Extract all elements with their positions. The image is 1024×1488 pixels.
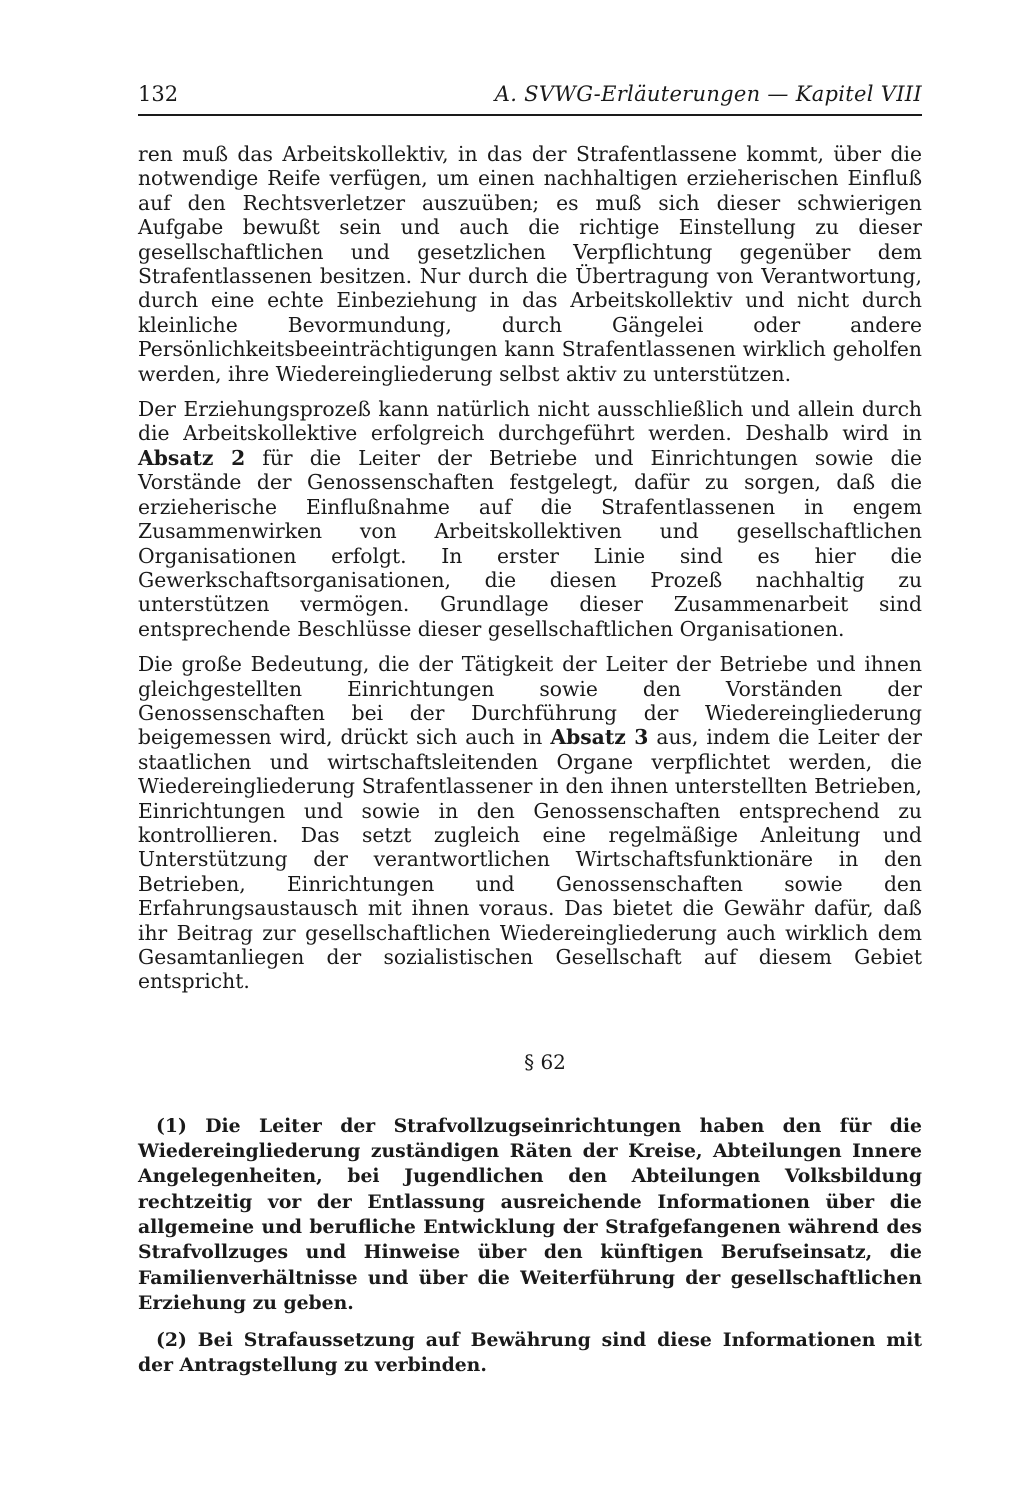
paragraph-2 xyxy=(138,397,922,641)
paragraph-3-bold-ref: Absatz 3 xyxy=(550,725,649,750)
paragraph-2-bold-ref: Absatz 2 xyxy=(138,445,246,470)
paragraph-3-text-b: aus, indem die Leiter der staatlichen und wirtschaftsleitenden Organe verpflichtet werden, die Wiedereingliederung Strafentlassener in den ihnen unterstellten Betrieben, Einrichtungen und sowie in den Genossenschaften entsprechend zu kontrollieren. Das setzt zugleich eine regelmäßige Anleitung und Unterstützung der verantwortlichen Wirtschaftsfunktionäre in den Betrieben, Einrichtungen und Genossenschaften sowie den Erfahrungsaustausch mit ihnen voraus. Das bietet die Gewähr dafür, daß ihr Beitrag zur gesellschaftlichen Wiedereingliederung auch wirklich dem Gesamtanliegen der sozialistischen Gesellschaft auf diesem Gebiet entspricht. xyxy=(138,725,922,994)
paragraph-2-text-a: Der Erziehungsprozeß kann natürlich nicht ausschließlich und allein durch die Arbeitskollektive erfolgreich durchgeführt werden. Deshalb wird in xyxy=(138,397,922,446)
running-header xyxy=(138,80,922,116)
section-heading: § 62 xyxy=(524,1049,566,1074)
paragraph-2-text-b: für die Leiter der Betriebe und Einrichtungen sowie die Vorstände der Genossenschaften festgelegt, dafür zu sorgen, daß die erzieherische Einflußnahme auf die Strafentlassenen in engem Zusammenwirken von Arbeitskollektiven und gesellschaftlichen Organisationen erfolgt. In erster Linie sind es hier die Gewerkschaftsorganisationen, die diesen Prozeß nachhaltig zu unterstützen vermögen. Grundlage dieser Zusammenarbeit sind entsprechende Beschlüsse dieser gesellschaftlichen Organisationen. xyxy=(138,445,922,641)
paragraph-3 xyxy=(138,652,922,994)
statute-text xyxy=(138,1114,922,1379)
statute-clause-1: (1) Die Leiter der Strafvollzugseinrichtungen haben den für die Wiedereingliederung zuständigen Räten der Kreise, Abteilungen Innere Angelegenheiten, bei Jugendlichen den Abteilungen Volksbildung rechtzeitig vor der Entlassung ausreichende Informationen über die allgemeine und berufliche Entwicklung der Strafgefangenen während des Strafvollzuges und Hinweise über den künftigen Berufseinsatz, die Familienverhältnisse und über die Weiterführung der gesellschaftlichen Erziehung zu geben. xyxy=(138,1114,922,1314)
paragraph-1-text: ren muß das Arbeitskollektiv, in das der Strafentlassene kommt, über die notwendige Reife verfügen, um einen nachhaltigen erzieherischen Einfluß auf den Rechtsverletzer auszuüben; es muß sich dieser schwierigen Aufgabe bewußt sein und auch die richtige Einstellung zu dieser gesellschaftlichen und gesetzlichen Verpflichtung gegenüber dem Strafentlassenen besitzen. Nur durch die Übertragung von Verantwortung, durch eine echte Einbeziehung in das Arbeitskollektiv und nicht durch kleinliche Bevormundung, durch Gängelei oder andere Persönlichkeitsbeeinträchtigungen kann Strafentlassenen wirklich geholfen werden, ihre Wiedereingliederung selbst aktiv zu unterstützen. xyxy=(138,142,922,386)
running-title: A. SVWG-Erläuterungen — Kapitel VIII xyxy=(494,82,922,106)
paragraph-3-text-a: Die große Bedeutung, die der Tätigkeit der Leiter der Betriebe und ihnen gleichgestellten Einrichtungen sowie den Vorständen der Genossenschaften bei der Durchführung der Wiedereingliederung beigemessen wird, drückt sich auch in xyxy=(138,652,922,750)
statute-clause-2: (2) Bei Strafaussetzung auf Bewährung sind diese Informationen mit der Antragstellung zu verbinden. xyxy=(138,1329,922,1377)
commentary-body xyxy=(138,142,922,994)
page-number: 132 xyxy=(138,82,179,106)
paragraph-1 xyxy=(138,142,922,386)
document-page xyxy=(138,80,922,1391)
